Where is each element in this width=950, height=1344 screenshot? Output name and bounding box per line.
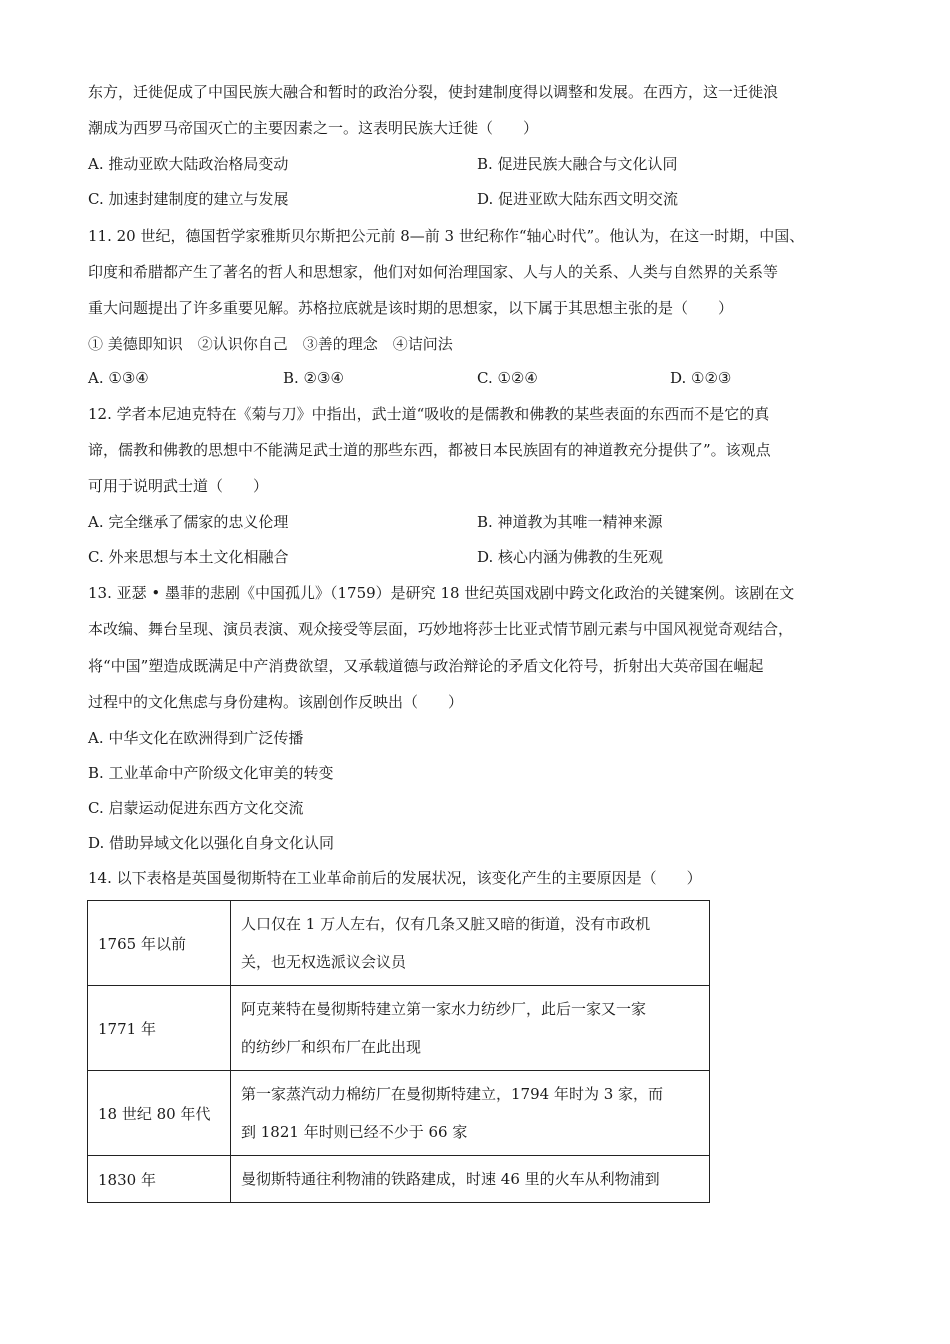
- q14-stem: 14. 以下表格是英国曼彻斯特在工业革命前后的发展状况，该变化产生的主要原因是（ ）: [88, 869, 702, 887]
- q10-option-d[interactable]: D. 促进亚欧大陆东西文明交流: [477, 190, 679, 208]
- q10-line-1: 东方，迁徙促成了中国民族大融合和暂时的政治分裂，使封建制度得以调整和发展。在西方，这一迁徙浪: [88, 83, 779, 101]
- q13-option-a[interactable]: A. 中华文化在欧洲得到广泛传播: [88, 729, 304, 747]
- q11-line-2: 印度和希腊都产生了著名的哲人和思想家，他们对如何治理国家、人与人的关系、人类与自然界的关系等: [88, 263, 779, 281]
- q10-option-c[interactable]: C. 加速封建制度的建立与发展: [88, 190, 289, 208]
- q11-statements: ① 美德即知识 ②认识你自己 ③善的理念 ④诘问法: [88, 335, 453, 353]
- q13-line-3: 将“中国”塑造成既满足中产消费欲望，又承载道德与政治辩论的矛盾文化符号，折射出大英帝国在崛起: [88, 657, 764, 675]
- description-line: 人口仅在 1 万人左右，仅有几条又脏又暗的街道，没有市政机: [241, 915, 651, 933]
- q11-option-a[interactable]: A. ①③④: [88, 369, 149, 387]
- table-row: [88, 986, 710, 1071]
- q13-line-2: 本改编、舞台呈现、演员表演、观众接受等层面，巧妙地将莎士比亚式情节剧元素与中国风视觉奇观结合，: [88, 620, 794, 638]
- q11-option-c[interactable]: C. ①②④: [477, 369, 538, 387]
- q12-line-1: 12. 学者本尼迪克特在《菊与刀》中指出，武士道“吸收的是儒教和佛教的某些表面的东西而不是它的真: [88, 405, 770, 423]
- period-cell: 1771 年: [88, 986, 231, 1071]
- q13-line-1: 13. 亚瑟 • 墨菲的悲剧《中国孤儿》（1759）是研究 18 世纪英国戏剧中跨文化政治的关键案例。该剧在文: [88, 584, 795, 602]
- table-row: [88, 901, 710, 986]
- period-cell: 1765 年以前: [88, 901, 231, 986]
- description-line: 阿克莱特在曼彻斯特建立第一家水力纺纱厂，此后一家又一家: [241, 1000, 647, 1018]
- q13-option-c[interactable]: C. 启蒙运动促进东西方文化交流: [88, 799, 304, 817]
- q12-option-c[interactable]: C. 外来思想与本土文化相融合: [88, 548, 289, 566]
- q12-line-2: 谛，儒教和佛教的思想中不能满足武士道的那些东西，都被日本民族固有的神道教充分提供了”。该观点: [88, 441, 771, 459]
- description-line: 的纺纱厂和织布厂在此出现: [241, 1038, 422, 1056]
- description-cell: [231, 901, 710, 986]
- q12-line-3: 可用于说明武士道（ ）: [88, 477, 269, 495]
- period-cell: 1830 年: [88, 1156, 231, 1203]
- table-row: [88, 1071, 710, 1156]
- q10-line-2: 潮成为西罗马帝国灭亡的主要因素之一。这表明民族大迁徙（ ）: [88, 119, 539, 137]
- q12-option-b[interactable]: B. 神道教为其唯一精神来源: [477, 513, 663, 531]
- description-line: 关，也无权选派议会议员: [241, 953, 407, 971]
- description-cell: [231, 1156, 710, 1203]
- q11-option-d[interactable]: D. ①②③: [670, 369, 732, 387]
- q13-option-b[interactable]: B. 工业革命中产阶级文化审美的转变: [88, 764, 334, 782]
- q12-option-a[interactable]: A. 完全继承了儒家的忠义伦理: [88, 513, 289, 531]
- q10-option-a[interactable]: A. 推动亚欧大陆政治格局变动: [88, 155, 289, 173]
- q14-table: [87, 900, 710, 1203]
- description-line: 曼彻斯特通往利物浦的铁路建成，时速 46 里的火车从利物浦到: [241, 1170, 660, 1188]
- q11-line-1: 11. 20 世纪，德国哲学家雅斯贝尔斯把公元前 8—前 3 世纪称作“轴心时代”。他认为，在这一时期，中国、: [88, 227, 805, 245]
- description-cell: [231, 1071, 710, 1156]
- description-line: 到 1821 年时则已经不少于 66 家: [241, 1123, 468, 1141]
- q11-option-b[interactable]: B. ②③④: [283, 369, 344, 387]
- table-row: [88, 1156, 710, 1203]
- q11-line-3: 重大问题提出了许多重要见解。苏格拉底就是该时期的思想家，以下属于其思想主张的是（ ）: [88, 299, 734, 317]
- description-cell: [231, 986, 710, 1071]
- q13-option-d[interactable]: D. 借助异域文化以强化自身文化认同: [88, 834, 335, 852]
- description-line: 第一家蒸汽动力棉纺厂在曼彻斯特建立，1794 年时为 3 家，而: [241, 1085, 664, 1103]
- period-cell: 18 世纪 80 年代: [88, 1071, 231, 1156]
- q12-option-d[interactable]: D. 核心内涵为佛教的生死观: [477, 548, 664, 566]
- q13-line-4: 过程中的文化焦虑与身份建构。该剧创作反映出（ ）: [88, 693, 464, 711]
- q10-option-b[interactable]: B. 促进民族大融合与文化认同: [477, 155, 678, 173]
